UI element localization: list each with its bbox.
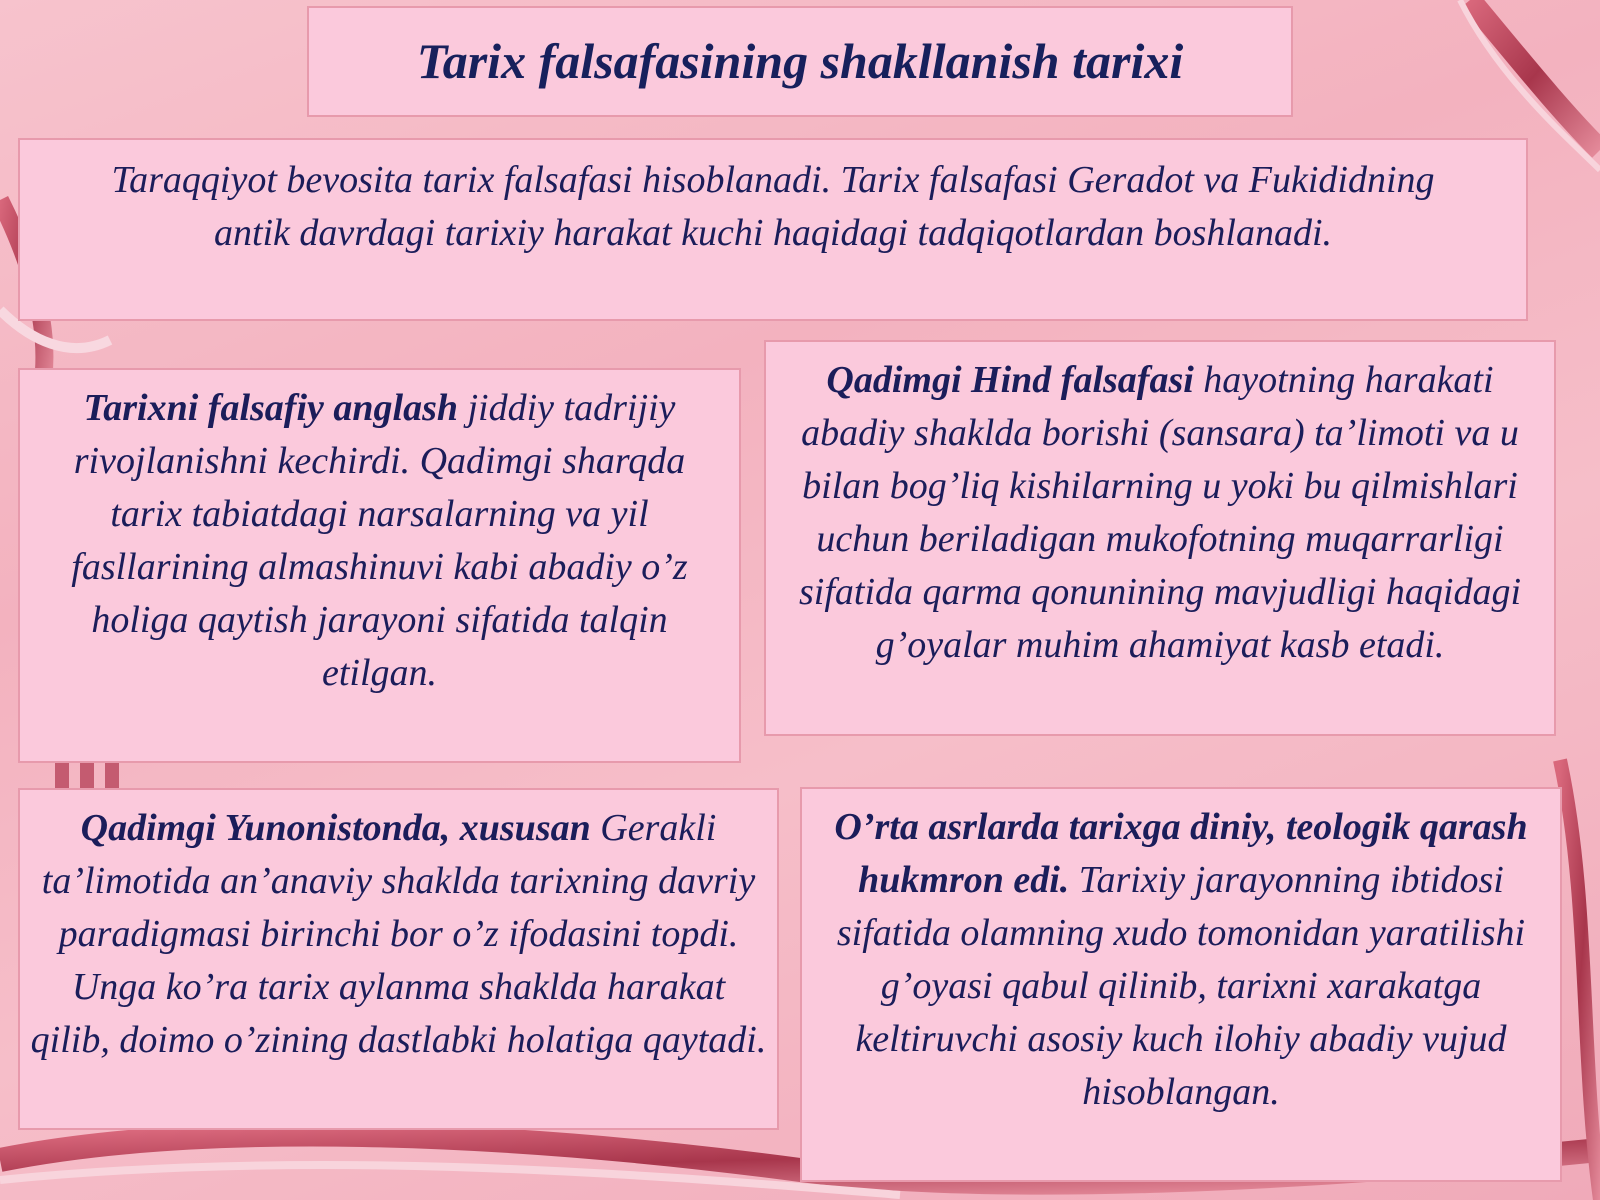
title-box bbox=[307, 6, 1293, 117]
indian-philosophy-box bbox=[764, 340, 1556, 736]
ancient-greece-box bbox=[18, 788, 779, 1130]
right-box-text: hayotning harakati abadiy shaklda borishi (sansara) ta’limoti va u bilan bog’liq kishilarning u yoki bu qilmishlari uchun beriladigan mukofotning muqarrarligi sifatida qarma qonunining mavjudligi haqidagi g’oyalar muhim ahamiyat kasb etadi. bbox=[798, 359, 1522, 666]
bottom-right-box-text: Tarixiy jarayonning ibtidosi sifatida olamning xudo tomonidan yaratilishi g’oyasi qabul qilinib, tarixni xarakatga keltiruvchi asosiy kuch ilohiy abadiy vujud hisoblangan. bbox=[836, 859, 1526, 1113]
philosophical-understanding-box bbox=[18, 368, 741, 763]
slide-title: Tarix falsafasining shakllanish tarixi bbox=[416, 33, 1184, 89]
bottom-right-box-heading: O’rta asrlarda tarixga diniy, teologik qarash hukmron edi. bbox=[834, 806, 1528, 901]
right-box-heading: Qadimgi Hind falsafasi bbox=[826, 359, 1194, 401]
intro-box bbox=[18, 138, 1528, 321]
bottom-left-box-text: Gerakli ta’limotida an’anaviy shaklda tarixning davriy paradigmasi birinchi bor o’z ifodasini topdi. Unga ko’ra tarix aylanma shaklda harakat qilib, doimo o’zining dastlabki holatiga qaytadi. bbox=[30, 807, 767, 1061]
middle-ages-box bbox=[800, 787, 1562, 1182]
left-box-heading: Tarixni falsafiy anglash bbox=[83, 387, 458, 429]
intro-text: Taraqqiyot bevosita tarix falsafasi hisoblanadi. Tarix falsafasi Geradot va Fukididning antik davrdagi tarixiy harakat kuchi haqidagi tadqiqotlardan boshlanadi. bbox=[111, 159, 1435, 254]
bottom-left-box-heading: Qadimgi Yunonistonda, xususan bbox=[80, 807, 591, 849]
left-box-text: jiddiy tadrijiy rivojlanishni kechirdi. Qadimgi sharqda tarix tabiatdagi narsalarning va yil fasllarining almashinuvi kabi abadiy o’z holiga qaytish jarayoni sifatida talqin etilgan. bbox=[71, 387, 688, 694]
